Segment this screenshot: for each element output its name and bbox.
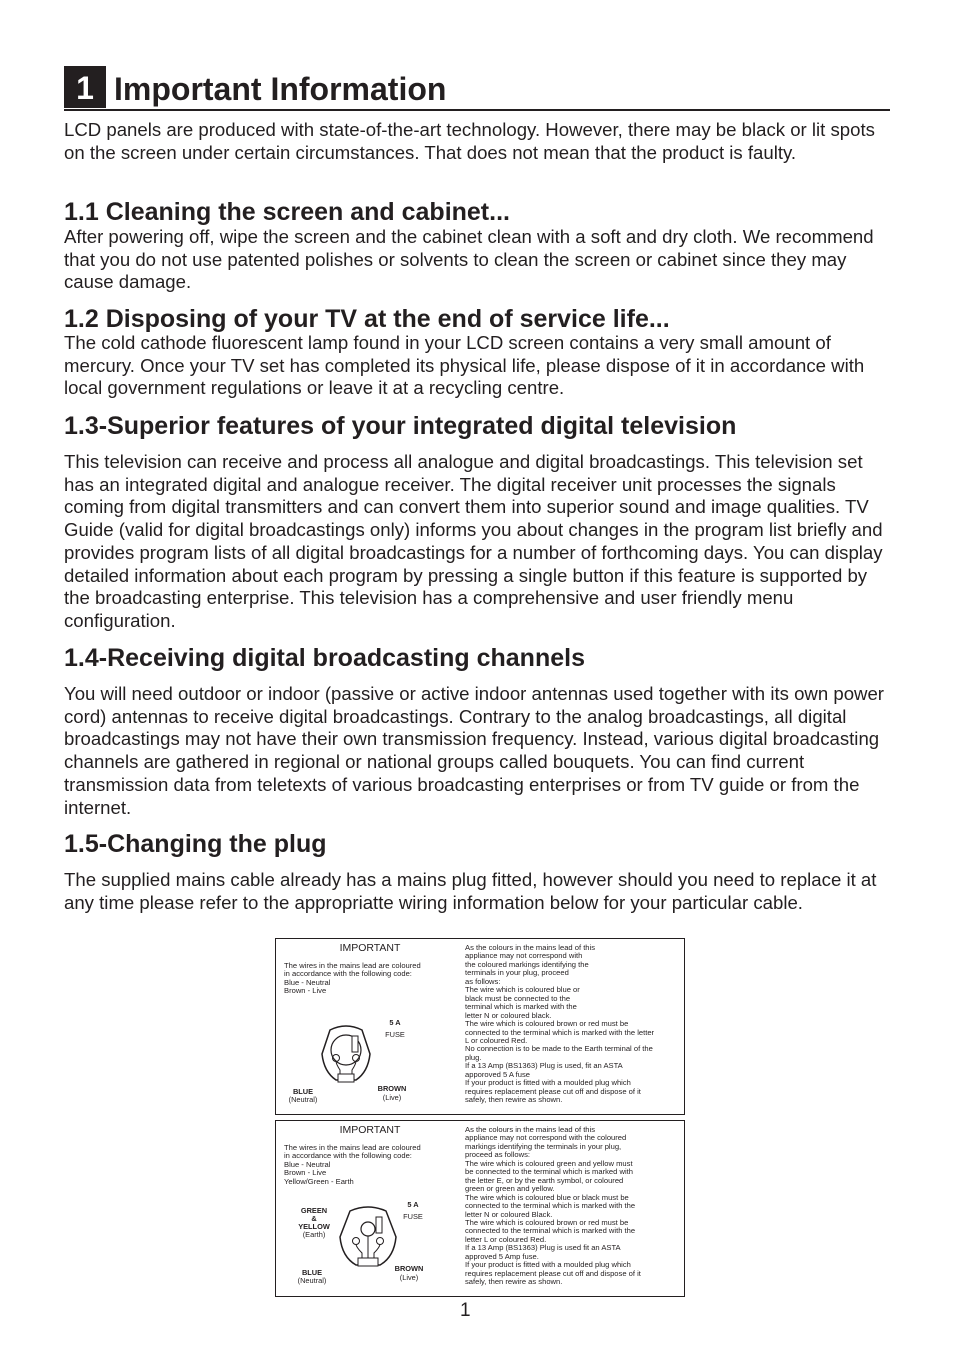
section-heading-disposing: 1.2 Disposing of your TV at the end of service life...	[64, 305, 670, 333]
instruction-line: safely, then rewire as shown.	[465, 1095, 563, 1105]
instruction-line: approved 5 Amp fuse.	[465, 1251, 539, 1261]
wire-code-line: Blue - Neutral	[284, 977, 331, 987]
wire-code-line: Brown - Live	[284, 1168, 327, 1178]
plug-diagram-three-core	[334, 1205, 402, 1271]
instruction-line: terminals in your plug, proceed	[465, 968, 569, 978]
instruction-line: The wire which is coloured blue or	[465, 985, 580, 995]
instruction-line: safely, then rewire as shown.	[465, 1277, 563, 1287]
fuse-amp-label: 5 A	[389, 1018, 401, 1027]
section-body-plug: The supplied mains cable already has a mains plug fitted, however should you need to replace it at any time please refer to the appropriatte wiring information below for your particular cable.	[64, 869, 877, 913]
instruction-line: be connected to the terminal which is marked with	[465, 1167, 633, 1177]
wire-code-line: in accordance with the following code:	[284, 1151, 412, 1161]
instruction-line: The wire which is coloured green and yellow must	[465, 1158, 633, 1168]
wire-code-line: The wires in the mains lead are coloured	[284, 1143, 421, 1152]
instruction-line: appliance may not correspond with	[465, 951, 583, 961]
section-body-disposing: The cold cathode fluorescent lamp found in your LCD screen contains a very small amount of mercury. Once your TV set has completed its physical life, please dispose of it in accordance with local government regulations or leave it at a recycling centre.	[64, 332, 865, 399]
section-heading-cleaning: 1.1 Cleaning the screen and cabinet...	[64, 198, 510, 226]
section-body-features: This television can receive and process all analogue and digital broadcastings. This television set has an integrated digital and analogue receiver. The digital receiver unit processes the signals coming from digital transmitters and can convert them into superior sound and image qualities. TV Guide (valid for digital broadcastings only) informs you about changes in the program list briefly and provides program lists of all digital broadcastings for a number of forthcoming days. You can display detailed information about each program by pressing a single button if this feature is supported by the broadcasting enterprise. This television has a comprehensive and user friendly menu configuration.	[64, 451, 883, 631]
instruction-line: The wire which is coloured brown or red must be	[465, 1019, 629, 1029]
instruction-line: As the colours in the mains lead of this	[465, 943, 596, 952]
wiring-instructions	[465, 1126, 681, 1287]
chapter-number: 1	[64, 66, 106, 108]
instruction-line: black must be connected to the	[465, 993, 571, 1003]
wire-code-line: Yellow/Green - Earth	[284, 1176, 354, 1186]
instruction-line: If a 13 Amp (BS1363) Plug is used, fit an ASTA	[465, 1061, 623, 1071]
intro-paragraph: LCD panels are produced with state-of-the-art technology. However, there may be black or lit spots on the screen under certain circumstances. That does not mean that the product is faulty.	[64, 119, 875, 163]
instruction-line: the letter E, or by the earth symbol, or coloured	[465, 1175, 624, 1185]
instruction-line: connected to the terminal which is marked with the letter	[465, 1027, 655, 1037]
instruction-line: the coloured markings identifying the	[465, 959, 589, 969]
brown-wire-label: BROWN	[394, 1264, 424, 1273]
wire-colour-code	[284, 1144, 454, 1186]
fuse-label: FUSE	[385, 1030, 405, 1039]
brown-wire-label: BROWN	[377, 1084, 407, 1093]
instruction-line: L or coloured Red.	[465, 1035, 528, 1045]
section-heading-receiving: 1.4-Receiving digital broadcasting channels	[64, 644, 585, 672]
instruction-line: The wire which is coloured blue or black must be	[465, 1192, 629, 1202]
chapter-heading	[64, 66, 890, 111]
instruction-line: markings identifying the terminals in your plug,	[465, 1141, 622, 1151]
ampersand-label: &	[311, 1214, 317, 1223]
instruction-line: connected to the terminal which is marked with the	[465, 1226, 636, 1236]
instruction-line: proceed as follows:	[465, 1150, 531, 1160]
important-label: IMPORTANT	[339, 942, 401, 954]
wiring-box-three-core	[275, 1120, 685, 1297]
wire-code-line: The wires in the mains lead are coloured	[284, 961, 421, 970]
instruction-line: As the colours in the mains lead of this	[465, 1125, 596, 1134]
instruction-line: green or green and yellow.	[465, 1184, 555, 1194]
instruction-line: requires replacement please cut off and dispose of it	[465, 1086, 641, 1096]
instruction-line: No connection is to be made to the Earth terminal of the	[465, 1044, 653, 1054]
earth-label: (Earth)	[302, 1230, 326, 1239]
section-body-cleaning: After powering off, wipe the screen and the cabinet clean with a soft and dry cloth. We recommend that you do not use patented polishes or solvents to clean the screen or cabinet since they may cause damage.	[64, 226, 874, 293]
instruction-line: terminal which is marked with the	[465, 1002, 577, 1012]
green-wire-label: GREEN	[300, 1206, 328, 1215]
blue-wire-label: BLUE	[292, 1087, 314, 1096]
instruction-line: If your product is fitted with a moulded plug which	[465, 1078, 631, 1088]
instruction-line: letter L or coloured Red.	[465, 1234, 547, 1244]
instruction-line: If your product is fitted with a moulded plug which	[465, 1260, 631, 1270]
instruction-line: plug.	[465, 1052, 482, 1062]
chapter-title: Important Information	[114, 71, 447, 107]
section-heading-features: 1.3-Superior features of your integrated digital television	[64, 412, 737, 440]
wire-colour-code	[284, 962, 454, 996]
page-number: 1	[460, 1300, 471, 1321]
wiring-box-two-core	[275, 938, 685, 1115]
wire-code-line: in accordance with the following code:	[284, 969, 412, 979]
neutral-label: (Neutral)	[297, 1276, 327, 1285]
instruction-line: apporoved 5 A fuse	[465, 1069, 531, 1079]
section-body-receiving: You will need outdoor or indoor (passive or active indoor antennas used together with its own power cord) antennas to receive digital broadcastings. Contrary to the analog broadcastings, all digital broadcastings may not have their own transmission frequency. Instead, various digital broadcasting channels are gathered in regional or national groups called bouquets. You can find current transmission data from teletexts of various broadcasting enterprises or from TV guide or from the internet.	[64, 683, 884, 818]
plug-diagram-two-core	[316, 1024, 376, 1086]
fuse-amp-label: 5 A	[407, 1200, 419, 1209]
instruction-line: as follows:	[465, 976, 501, 986]
live-label: (Live)	[399, 1273, 419, 1282]
instruction-line: If a 13 Amp (BS1363) Plug is used fit an ASTA	[465, 1243, 621, 1253]
instruction-line: appliance may not correspond with the coloured	[465, 1133, 627, 1143]
wiring-instructions	[465, 944, 681, 1105]
yellow-wire-label: YELLOW	[298, 1222, 330, 1231]
instruction-line: connected to the terminal which is marked with the	[465, 1201, 636, 1211]
fuse-label: FUSE	[403, 1212, 423, 1221]
section-heading-plug: 1.5-Changing the plug	[64, 830, 327, 858]
instruction-line: requires replacement please cut off and dispose of it	[465, 1268, 641, 1278]
instruction-line: letter N or coloured black.	[465, 1010, 552, 1020]
instruction-line: The wire which is coloured brown or red must be	[465, 1217, 629, 1227]
wire-code-line: Brown - Live	[284, 986, 327, 996]
instruction-line: letter N or coloured Black.	[465, 1209, 553, 1219]
neutral-label: (Neutral)	[288, 1095, 318, 1104]
blue-wire-label: BLUE	[301, 1268, 323, 1277]
live-label: (Live)	[382, 1093, 402, 1102]
important-label: IMPORTANT	[339, 1124, 401, 1136]
wire-code-line: Blue - Neutral	[284, 1159, 331, 1169]
